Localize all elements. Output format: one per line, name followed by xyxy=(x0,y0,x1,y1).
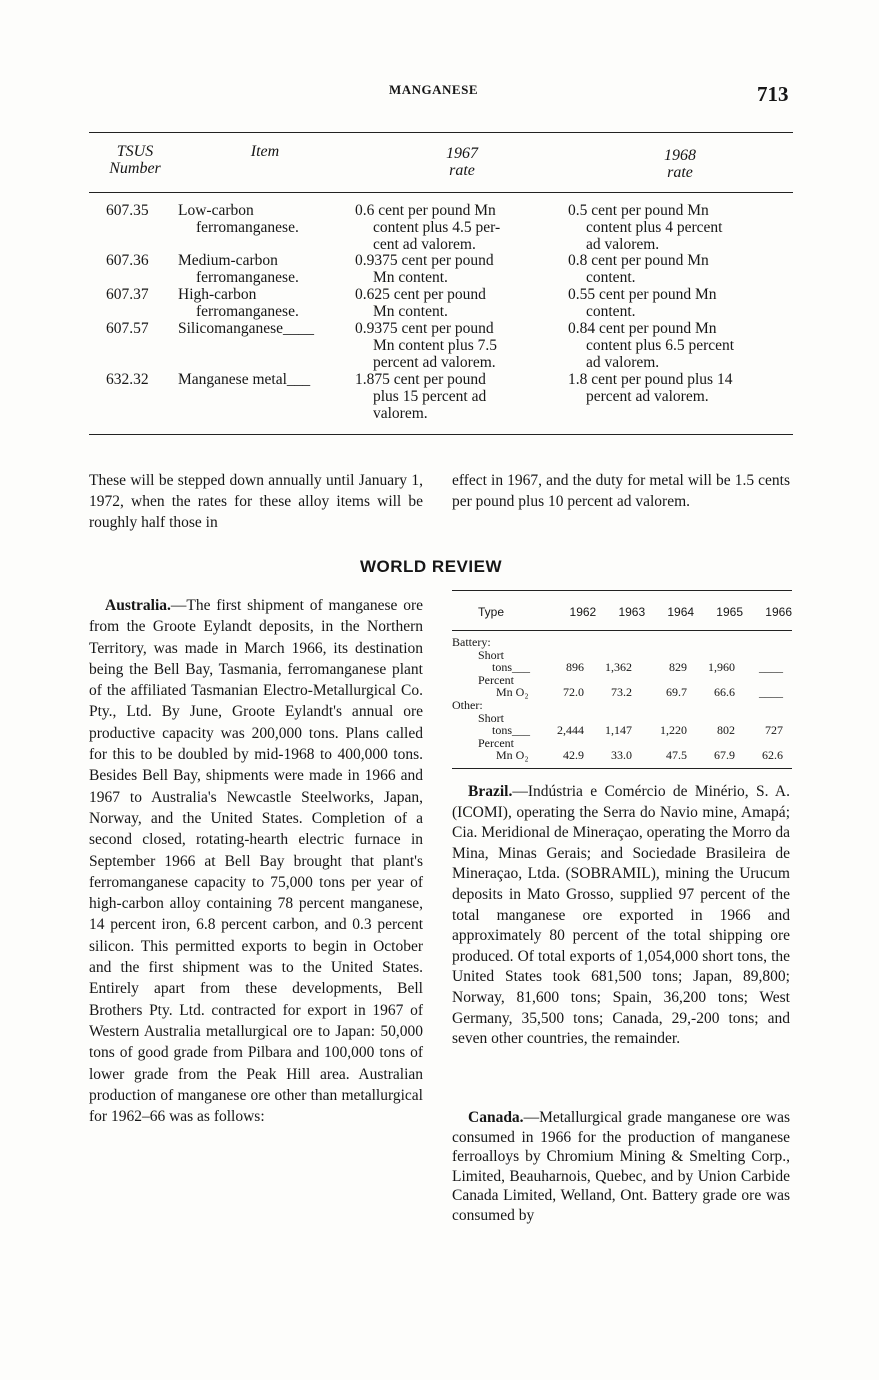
r1967-line: 0.625 cent per pound xyxy=(355,286,486,303)
other-pct-row xyxy=(452,749,792,762)
rate-1967-column-header xyxy=(422,145,502,179)
percent-label: Percent xyxy=(478,672,514,687)
section-heading: WORLD REVIEW xyxy=(360,557,502,576)
item-cell xyxy=(178,320,348,337)
r1968-line: content. xyxy=(586,303,636,320)
r1967-line: Mn content. xyxy=(373,303,448,320)
table-cell: 33.0 xyxy=(611,748,632,763)
running-head: MANGANESE xyxy=(389,82,479,97)
brazil-paragraph xyxy=(452,782,790,1050)
r1968-line: 0.84 cent per pound Mn xyxy=(568,320,717,337)
rate-1968-column-header xyxy=(640,147,720,181)
r1968-line: 0.8 cent per pound Mn xyxy=(568,252,709,269)
brazil-lead: Brazil. xyxy=(468,783,513,800)
year-header: 1966 xyxy=(765,604,792,619)
r1968-line: ad valorem. xyxy=(586,236,660,253)
r1968-line: content plus 6.5 percent xyxy=(586,337,735,354)
r1967-line: 0.6 cent per pound Mn xyxy=(355,202,496,219)
ore-table-bottom-rule xyxy=(452,768,792,769)
r1968-line: 0.5 cent per pound Mn xyxy=(568,202,709,219)
table-cell: 896 xyxy=(566,660,584,675)
ore-table-body xyxy=(452,636,792,762)
tsus-cell: 607.35 xyxy=(106,202,149,219)
table-cell: 1,220 xyxy=(660,723,687,738)
table-cell: 1,147 xyxy=(605,723,632,738)
ore-table-header-rule xyxy=(452,630,792,631)
r1967-line: 0.9375 cent per pound xyxy=(355,320,494,337)
r1967-line: percent ad valorem. xyxy=(373,354,496,371)
r1968-cell xyxy=(568,320,793,371)
r1968-line: content. xyxy=(586,269,636,286)
table-cell: 802 xyxy=(717,723,735,738)
ore-table-header-row xyxy=(452,598,792,626)
item-line: Manganese metal___ xyxy=(178,371,311,388)
other-label: Other: xyxy=(452,697,483,712)
australia-text: —The first shipment of manganese ore from the Groote Eylandt deposits, in the Northern Territory, was made in March 1966, its destination being the Bell Bay, Tasmania, ferromanganese plant of the affiliated Tasmanian Electro-Metallurgical Co. Pty., Ltd. By June, Groote Eylandt's annual ore productive capacity was 200,000 tons. Plans called for this to be doubled by mid-1968 to 400,000 tons. Besides Bell Bay, shipments were made in 1966 and 1967 to Australia's Newcastle Steelworks, Japan, Norway, and the United States. Completion of a second closed, rotating-hearth electric furnace in September 1966 at Bell Bay brought that plant's ferromanganese capacity to 75,000 tons per year of high-carbon alloy containing 78 percent manganese, 14 percent iron, 6.8 percent carbon, and 0.3 percent silicon. This permitted exports to begin in October and the first shipment was to the United States. Entirely apart from these developments, Bell Brothers Pty. Ltd. contracted for export in 1967 of Western Australia metallurgical ore to Japan: 50,000 tons of good grade from Pilbara and 100,000 tons of lower grade from the Peak Hill area. Australian production of manganese ore other than metallurgical for 1962–66 was as follows: xyxy=(89,597,423,1126)
table-cell: 67.9 xyxy=(714,748,735,763)
item-cell xyxy=(178,371,348,388)
r1968-cell xyxy=(568,371,793,405)
table-cell: 829 xyxy=(669,660,687,675)
item-cell xyxy=(178,202,348,236)
page-number: 713 xyxy=(757,82,789,106)
table-cell: 2,444 xyxy=(557,723,584,738)
year-header: 1965 xyxy=(716,604,743,619)
r1968-line: 1.8 cent per pound plus 14 xyxy=(568,371,733,388)
ore-table-top-rule xyxy=(452,590,792,591)
header-text: Number xyxy=(109,160,161,177)
brazil-text: —Indústria e Comércio de Minério, S. A. (ICOMI), operating the Serra do Navio mine, Amapá; Cia. Meridional de Mineraçao, operating the Morro da Mina, Minas Gerais; and Sociedade Brasileira de Mineraçao, Ltda. (SOBRAMIL), mining the Urucum deposits in Mato Grosso, supplied 97 percent of the total manganese ore exported in 1966 and approximately 80 percent of the total shipping ore produced. Of total exports of 1,054,000 short tons, the United States took 681,500 tons; Japan, 89,800; Norway, 81,600 tons; Spain, 36,200 tons; West Germany, 35,500 tons; Canada, 29,-200 tons; and seven other countries, the remainder. xyxy=(452,783,790,1048)
header-text: rate xyxy=(449,162,475,179)
australia-lead: Australia. xyxy=(105,597,171,614)
tsus-cell: 607.37 xyxy=(106,286,149,303)
battery-pct-row xyxy=(452,686,792,699)
table-cell: 66.6 xyxy=(714,685,735,700)
other-tons-row xyxy=(452,724,792,737)
r1967-line: 1.875 cent per pound xyxy=(355,371,486,388)
australia-paragraph xyxy=(89,595,423,1127)
row-label: Mn O₂ xyxy=(496,685,529,700)
row-label: tons___ xyxy=(492,723,531,738)
canada-lead: Canada. xyxy=(468,1109,524,1126)
r1967-line: Mn content plus 7.5 xyxy=(373,337,497,354)
header-text: TSUS xyxy=(116,143,154,160)
r1968-cell xyxy=(568,286,793,320)
r1968-line: content plus 4 percent xyxy=(586,219,723,236)
item-line: ferromanganese. xyxy=(196,269,299,286)
r1967-line: content plus 4.5 per- xyxy=(373,219,501,236)
table-top-rule xyxy=(89,132,793,133)
percent-label: Percent xyxy=(478,735,514,750)
item-line: Low-carbon xyxy=(178,202,254,219)
r1967-cell xyxy=(355,371,550,422)
tsus-cell: 632.32 xyxy=(106,371,149,388)
tsus-cell: 607.36 xyxy=(106,252,149,269)
r1967-cell xyxy=(355,320,550,371)
table-cell: 69.7 xyxy=(666,685,687,700)
item-line: ferromanganese. xyxy=(196,219,299,236)
table-cell: 73.2 xyxy=(611,685,632,700)
r1967-cell xyxy=(355,252,550,286)
r1967-line: plus 15 percent ad xyxy=(373,388,487,405)
r1967-cell xyxy=(355,202,550,253)
table-header-rule xyxy=(89,192,793,193)
table-cell: ____ xyxy=(759,685,783,700)
item-line: High-carbon xyxy=(178,286,257,303)
item-column-header: Item xyxy=(250,143,280,160)
row-label: Mn O₂ xyxy=(496,748,529,763)
row-label: tons___ xyxy=(492,660,531,675)
table-cell: 72.0 xyxy=(563,685,584,700)
battery-label: Battery: xyxy=(452,635,491,649)
r1967-line: Mn content. xyxy=(373,269,448,286)
table-cell: 62.6 xyxy=(762,748,783,763)
tsus-cell: 607.57 xyxy=(106,320,149,337)
table-cell: 1,960 xyxy=(708,660,735,675)
item-line: Medium-carbon xyxy=(178,252,278,269)
table-cell: 42.9 xyxy=(563,748,584,763)
header-text: rate xyxy=(667,164,693,181)
canada-paragraph xyxy=(452,1108,790,1226)
table-cell: ____ xyxy=(759,660,783,675)
battery-tons-row xyxy=(452,661,792,674)
year-header: 1963 xyxy=(618,604,646,619)
header-text: 1968 xyxy=(664,147,696,164)
tsus-column-header xyxy=(100,143,170,177)
short-label: Short xyxy=(478,710,505,725)
item-cell xyxy=(178,286,348,320)
short-label: Short xyxy=(478,647,505,662)
r1967-line: valorem. xyxy=(373,405,428,422)
r1968-line: ad valorem. xyxy=(586,354,660,371)
item-line: Silicomanganese____ xyxy=(178,320,315,337)
r1968-cell xyxy=(568,202,793,253)
r1968-line: percent ad valorem. xyxy=(586,388,709,405)
table-cell: 47.5 xyxy=(666,748,687,763)
r1967-cell xyxy=(355,286,550,320)
year-header: 1964 xyxy=(667,604,695,619)
table-cell: 727 xyxy=(765,723,783,738)
r1967-line: 0.9375 cent per pound xyxy=(355,252,494,269)
type-header: Type xyxy=(478,604,505,619)
table-bottom-rule xyxy=(89,434,793,435)
r1968-cell xyxy=(568,252,793,286)
header-text: 1967 xyxy=(446,145,478,162)
r1968-line: 0.55 cent per pound Mn xyxy=(568,286,717,303)
r1967-line: cent ad valorem. xyxy=(373,236,476,253)
ore-table xyxy=(452,598,792,626)
item-cell xyxy=(178,252,348,286)
item-line: ferromanganese. xyxy=(196,303,299,320)
table-cell: 1,362 xyxy=(605,660,632,675)
intro-left-paragraph: These will be stepped down annually until January 1, 1972, when the rates for these alloy items will be roughly half those in xyxy=(89,472,423,531)
year-header: 1962 xyxy=(569,604,597,619)
ore-table-grid xyxy=(452,598,792,626)
intro-right-paragraph: effect in 1967, and the duty for metal will be 1.5 cents per pound plus 10 percent ad valorem. xyxy=(452,472,790,510)
canada-text: —Metallurgical grade manganese ore was consumed in 1966 for the production of manganese ferroalloys by Chromium Mining & Smelting Corp., Limited, Beauharnois, Quebec, and by Union Carbide Canada Limited, Welland, Ont. Battery grade ore was consumed by xyxy=(452,1109,790,1224)
